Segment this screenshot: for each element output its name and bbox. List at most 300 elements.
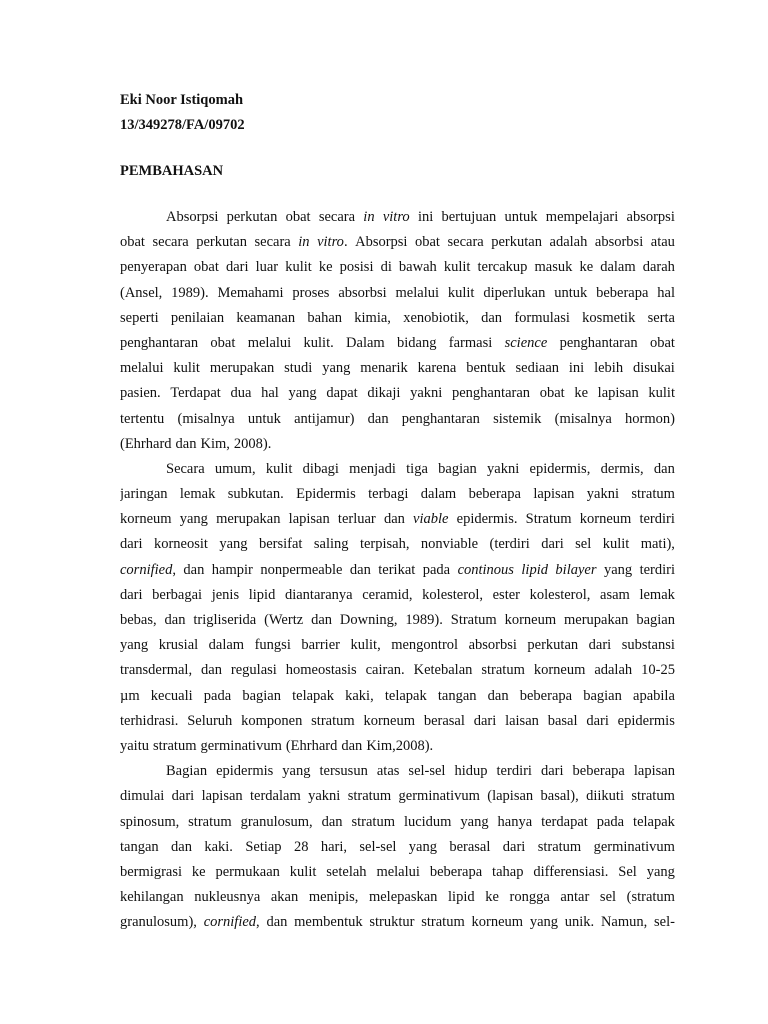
word: lipid [448,889,475,906]
word: yang [288,385,317,402]
word: basal), [540,788,579,805]
word: obat [650,334,675,351]
word: dalam [600,259,636,276]
word: stratum [311,712,355,729]
word: dan [321,813,343,830]
text-line [120,658,675,683]
word: yang [219,536,248,553]
word: obat [210,334,236,351]
word: 28 [293,838,309,855]
author-header [120,88,245,138]
word: tersusun [319,763,368,780]
word: diperlukan [483,284,546,301]
word: korneum [504,612,557,628]
word: proses [292,284,330,301]
word: umum, [214,460,256,477]
word: untuk [504,209,538,225]
text-line [120,558,675,583]
word: perkutan [196,234,247,251]
word: bentuk [466,360,506,377]
word: bahan [307,309,343,326]
word: terluar [337,511,376,528]
text-line [120,331,675,356]
word: Bagian [166,763,208,780]
word: melalui [120,360,164,377]
word: penghantaran [120,334,199,351]
word: 2008). [233,435,272,452]
word: lapisan [288,511,330,528]
word: granulosum), [120,914,197,931]
word: antar [560,889,590,906]
word: unik. [564,914,595,931]
word: ester [492,586,520,603]
word: ceramid, [362,586,413,603]
word: kulit [602,536,630,553]
word: merupakan [216,511,281,528]
text-line [120,734,675,759]
word: di [380,259,392,276]
word: germinativum [398,788,480,805]
word: bagian [438,460,477,477]
text-line [120,583,675,608]
word: berbagai [152,586,203,603]
word: pada [203,687,232,704]
word: struktur [369,914,415,931]
word: obat [120,234,145,251]
word: bagian [583,687,622,704]
word: yang [282,763,311,780]
text-line [120,860,675,885]
word: disukai [632,360,675,377]
word: (stratum [626,889,675,906]
word: diikuti [586,788,624,805]
word: berasal [449,838,491,855]
word: bawah [398,259,437,276]
word: kaki, [345,687,374,704]
word: dan [201,662,222,679]
word: ke [574,385,589,402]
word: stratum [351,813,395,830]
word: stratum [631,788,675,805]
word: sistemik [493,410,542,427]
word: obat [193,259,219,276]
word: dari [502,838,526,855]
word: Sel [618,863,637,880]
word: permukaan [215,863,280,880]
text-line [120,532,675,557]
word: lemak [639,586,675,603]
text-line [120,684,675,709]
word: menjadi [349,460,396,477]
word: karena [417,360,457,377]
word: jenis [211,586,240,603]
word: dapat [326,385,358,402]
word: dan [383,511,405,528]
word: saling [313,536,349,553]
word: telapak [384,687,427,704]
word: tangan [120,838,159,855]
word: (misalnya [177,410,235,427]
word: darah [642,259,675,276]
word: farmasi [448,334,493,351]
word: stratum [188,813,232,830]
word: tangan [437,687,477,704]
word: hari, [320,838,347,855]
word: rongga [509,889,550,906]
word: hal [261,385,279,402]
word: yakni [308,788,341,805]
word: kolesterol, [529,586,591,603]
text-line [120,784,675,809]
word: Downing, [339,612,398,628]
word: studi [284,360,313,377]
word: diantaranya [284,586,353,603]
word: yakni [487,460,520,477]
word: setelah [326,863,367,880]
word: stratum [347,788,392,805]
word: kulit [289,863,317,880]
word: korneum [363,712,416,729]
section-title: PEMBAHASAN [120,163,224,179]
word: sel-sel [408,763,446,780]
word: luar [255,259,279,276]
word: ke [485,889,499,906]
word: Absorpsi [355,234,408,251]
word: vitro [382,209,410,225]
word: bagian [636,612,675,628]
word: melalui [376,863,420,880]
word: Stratum [450,612,497,628]
word: Epidermis [296,486,356,503]
word: nonviable [420,536,479,553]
word: trigliserida [193,612,257,628]
word: science [504,334,548,351]
word: Ketebalan [413,662,473,679]
word: kosmetik [582,309,636,326]
text-line [120,432,675,457]
text-line [120,230,675,255]
word: lipid [248,586,276,603]
word: adalah [549,234,588,251]
word: dermis, [600,460,644,477]
word: Secara [166,460,205,477]
word: melalui [395,284,440,301]
word: absorbsi [594,234,644,251]
word: regulasi [230,662,277,679]
word: beberapa [596,284,649,301]
word: granulosum, [240,813,313,830]
word: krusial [158,637,199,654]
word: kulit. [303,334,334,351]
word: pada [422,561,451,578]
word: epidermis [216,763,274,780]
word: dari [120,586,143,603]
word: (Ansel, [120,284,163,301]
word: stratum [537,838,582,855]
word: kulit [447,284,475,301]
word: keamanan [236,309,296,326]
word: Kim, [200,435,230,452]
word: tercakup [477,259,528,276]
word: vitro. [317,234,348,251]
word: lipid [521,561,548,578]
word: korneum [120,511,172,528]
word: lapisan [633,763,675,780]
word: melalui [247,334,292,351]
text-line [120,633,675,658]
word: sel [575,536,592,553]
word: lapisan [533,486,575,503]
word: mengontrol [391,637,459,654]
word: transdermal, [120,662,193,679]
word: dari [120,536,143,553]
text-line [120,759,675,784]
word: dari [473,712,497,729]
text-line [120,381,675,406]
word: substansi [621,637,675,654]
word: Terdapat [170,385,221,402]
word: sel- [654,914,675,931]
word: yakni [586,486,619,503]
word: telapak [633,813,675,830]
word: Memahami [217,284,284,301]
word: secara [254,234,291,251]
word: bersifat [258,536,303,553]
word: bebas, [120,612,157,628]
author-name: Eki Noor Istiqomah [120,92,244,108]
word: kulit [173,360,200,377]
word: (Ehrhard [120,435,172,452]
word: continous [457,561,514,578]
word: perkutan [527,637,579,654]
word: 1989). [405,612,443,628]
word: basal [547,712,578,729]
word: epidermis, [529,460,591,477]
word: pada [596,813,625,830]
word: penyerapan [120,259,187,276]
word: kaki. [204,838,233,855]
word: µm [120,687,140,704]
word: (Wertz [264,612,304,628]
word: lebih [594,360,624,377]
word: kulit [285,259,312,276]
word: secara [447,234,484,251]
word: yang [322,360,351,377]
word: Setiap [245,838,282,855]
word: secara [152,234,189,251]
word: komponen [241,712,303,729]
word: xenobiotik, [403,309,469,326]
word: yang [529,914,559,931]
text-line [120,608,675,633]
word: yakni [410,385,443,402]
word: Kim,2008). [366,737,434,754]
word: ke [191,863,206,880]
word: sediaan [515,360,560,377]
word: untuk [554,284,588,301]
word: dari [586,712,609,729]
word: dan [183,561,205,578]
word: yang [460,813,489,830]
text-line [120,407,675,432]
word: epidermis. [456,511,518,528]
word: dan [171,838,192,855]
word: menarik [360,360,408,377]
word: secara [318,209,356,225]
word: hormon) [625,410,675,427]
word: lucidum [403,813,452,830]
word: yaitu [120,737,149,754]
word: stratum [631,486,675,503]
word: ke [579,259,594,276]
word: ini [417,209,434,225]
student-id: 13/349278/FA/09702 [120,117,245,133]
word: dan [653,460,675,477]
word: ke [318,259,333,276]
word: dan [311,612,332,628]
word: hidup [454,763,488,780]
word: ini [568,360,585,377]
word: (Ehrhard [285,737,338,754]
word: bertujuan [441,209,497,225]
word: dari [171,788,195,805]
word: korneum [579,511,632,528]
word: obat [285,209,311,225]
word: fungsi [254,637,291,654]
word: masuk [534,259,573,276]
word: posisi [339,259,374,276]
word: Seluruh [187,712,233,729]
word: dan [349,561,371,578]
word: pasien. [120,385,161,402]
text-line [120,885,675,910]
word: lapisan [201,788,243,805]
word: cornified, [203,914,260,931]
word: terikat [378,561,416,578]
word: lapisan [597,385,639,402]
word: korneum [533,662,586,679]
word: perkutan [491,234,542,251]
body-text [120,205,675,935]
word: dan [367,410,389,427]
text-line [120,507,675,532]
word: stratum [481,662,525,679]
word: lemak [179,486,216,503]
text-line [120,810,675,835]
text-line [120,281,675,306]
word: yang [179,511,208,528]
word: melepaskan [368,889,438,906]
word: homeostasis [285,662,357,679]
text-line [120,306,675,331]
word: tertentu [120,410,165,427]
text-line [120,205,675,230]
word: atau [650,234,675,251]
word: Stratum [525,511,572,528]
word: dari [588,637,612,654]
word: dan [175,435,197,452]
word: kehilangan [120,889,184,906]
word: Absorpsi [166,209,219,225]
word: beberapa [572,763,625,780]
word: apabila [633,687,675,704]
text-line [120,709,675,734]
word: yang [646,863,675,880]
word: atas [376,763,400,780]
word: dan [266,914,288,931]
word: formulasi [514,309,570,326]
word: yang [120,637,149,654]
word: subkutan. [227,486,284,503]
word: stratum [153,737,197,754]
word: beberapa [468,486,521,503]
word: penghantaran [451,385,531,402]
word: kecuali [150,687,193,704]
word: nonpermeable [260,561,343,578]
word: absorbsi [338,284,387,301]
word: 1989). [171,284,209,301]
word: terpisah, [359,536,410,553]
word: in [363,209,375,225]
word: dalam [208,637,245,654]
word: dari [540,763,564,780]
word: tiga [406,460,428,477]
word: penghantaran [401,410,480,427]
text-line [120,835,675,860]
word: spinosum, [120,813,180,830]
word: Dalam [346,334,385,351]
word: adalah [594,662,633,679]
text-line [120,356,675,381]
word: hal [657,284,675,301]
word: obat [415,234,440,251]
word: beberapa [519,687,573,704]
word: bilayer [555,561,597,578]
word: hampir [211,561,253,578]
word: tahap [492,863,524,880]
word: bermigrasi [120,863,183,880]
word: dan [341,737,363,754]
word: laisan [505,712,539,729]
word: berasal [423,712,465,729]
word: seperti [120,309,159,326]
word: yang [603,561,633,578]
word: korneosit [153,536,208,553]
word: asam [600,586,630,603]
word: 10-25 [641,662,675,679]
text-line [120,457,675,482]
word: merupakan [209,360,275,377]
word: barrier [301,637,340,654]
word: dari [541,536,564,553]
word: sel-sel [359,838,397,855]
word: kolesterol, [422,586,483,603]
word: dan [487,687,509,704]
word: (lapisan [487,788,534,805]
text-line [120,255,675,280]
word: mati), [640,536,675,553]
word: dari [225,259,249,276]
word: kulit [443,259,471,276]
word: serta [647,309,675,326]
word: untuk [247,410,281,427]
word: (terdiri [489,536,530,553]
word: membentuk [294,914,363,931]
word: antijamur) [294,410,355,427]
word: differensiasi. [533,863,609,880]
word: dan [164,612,186,628]
word: beberapa [429,863,483,880]
